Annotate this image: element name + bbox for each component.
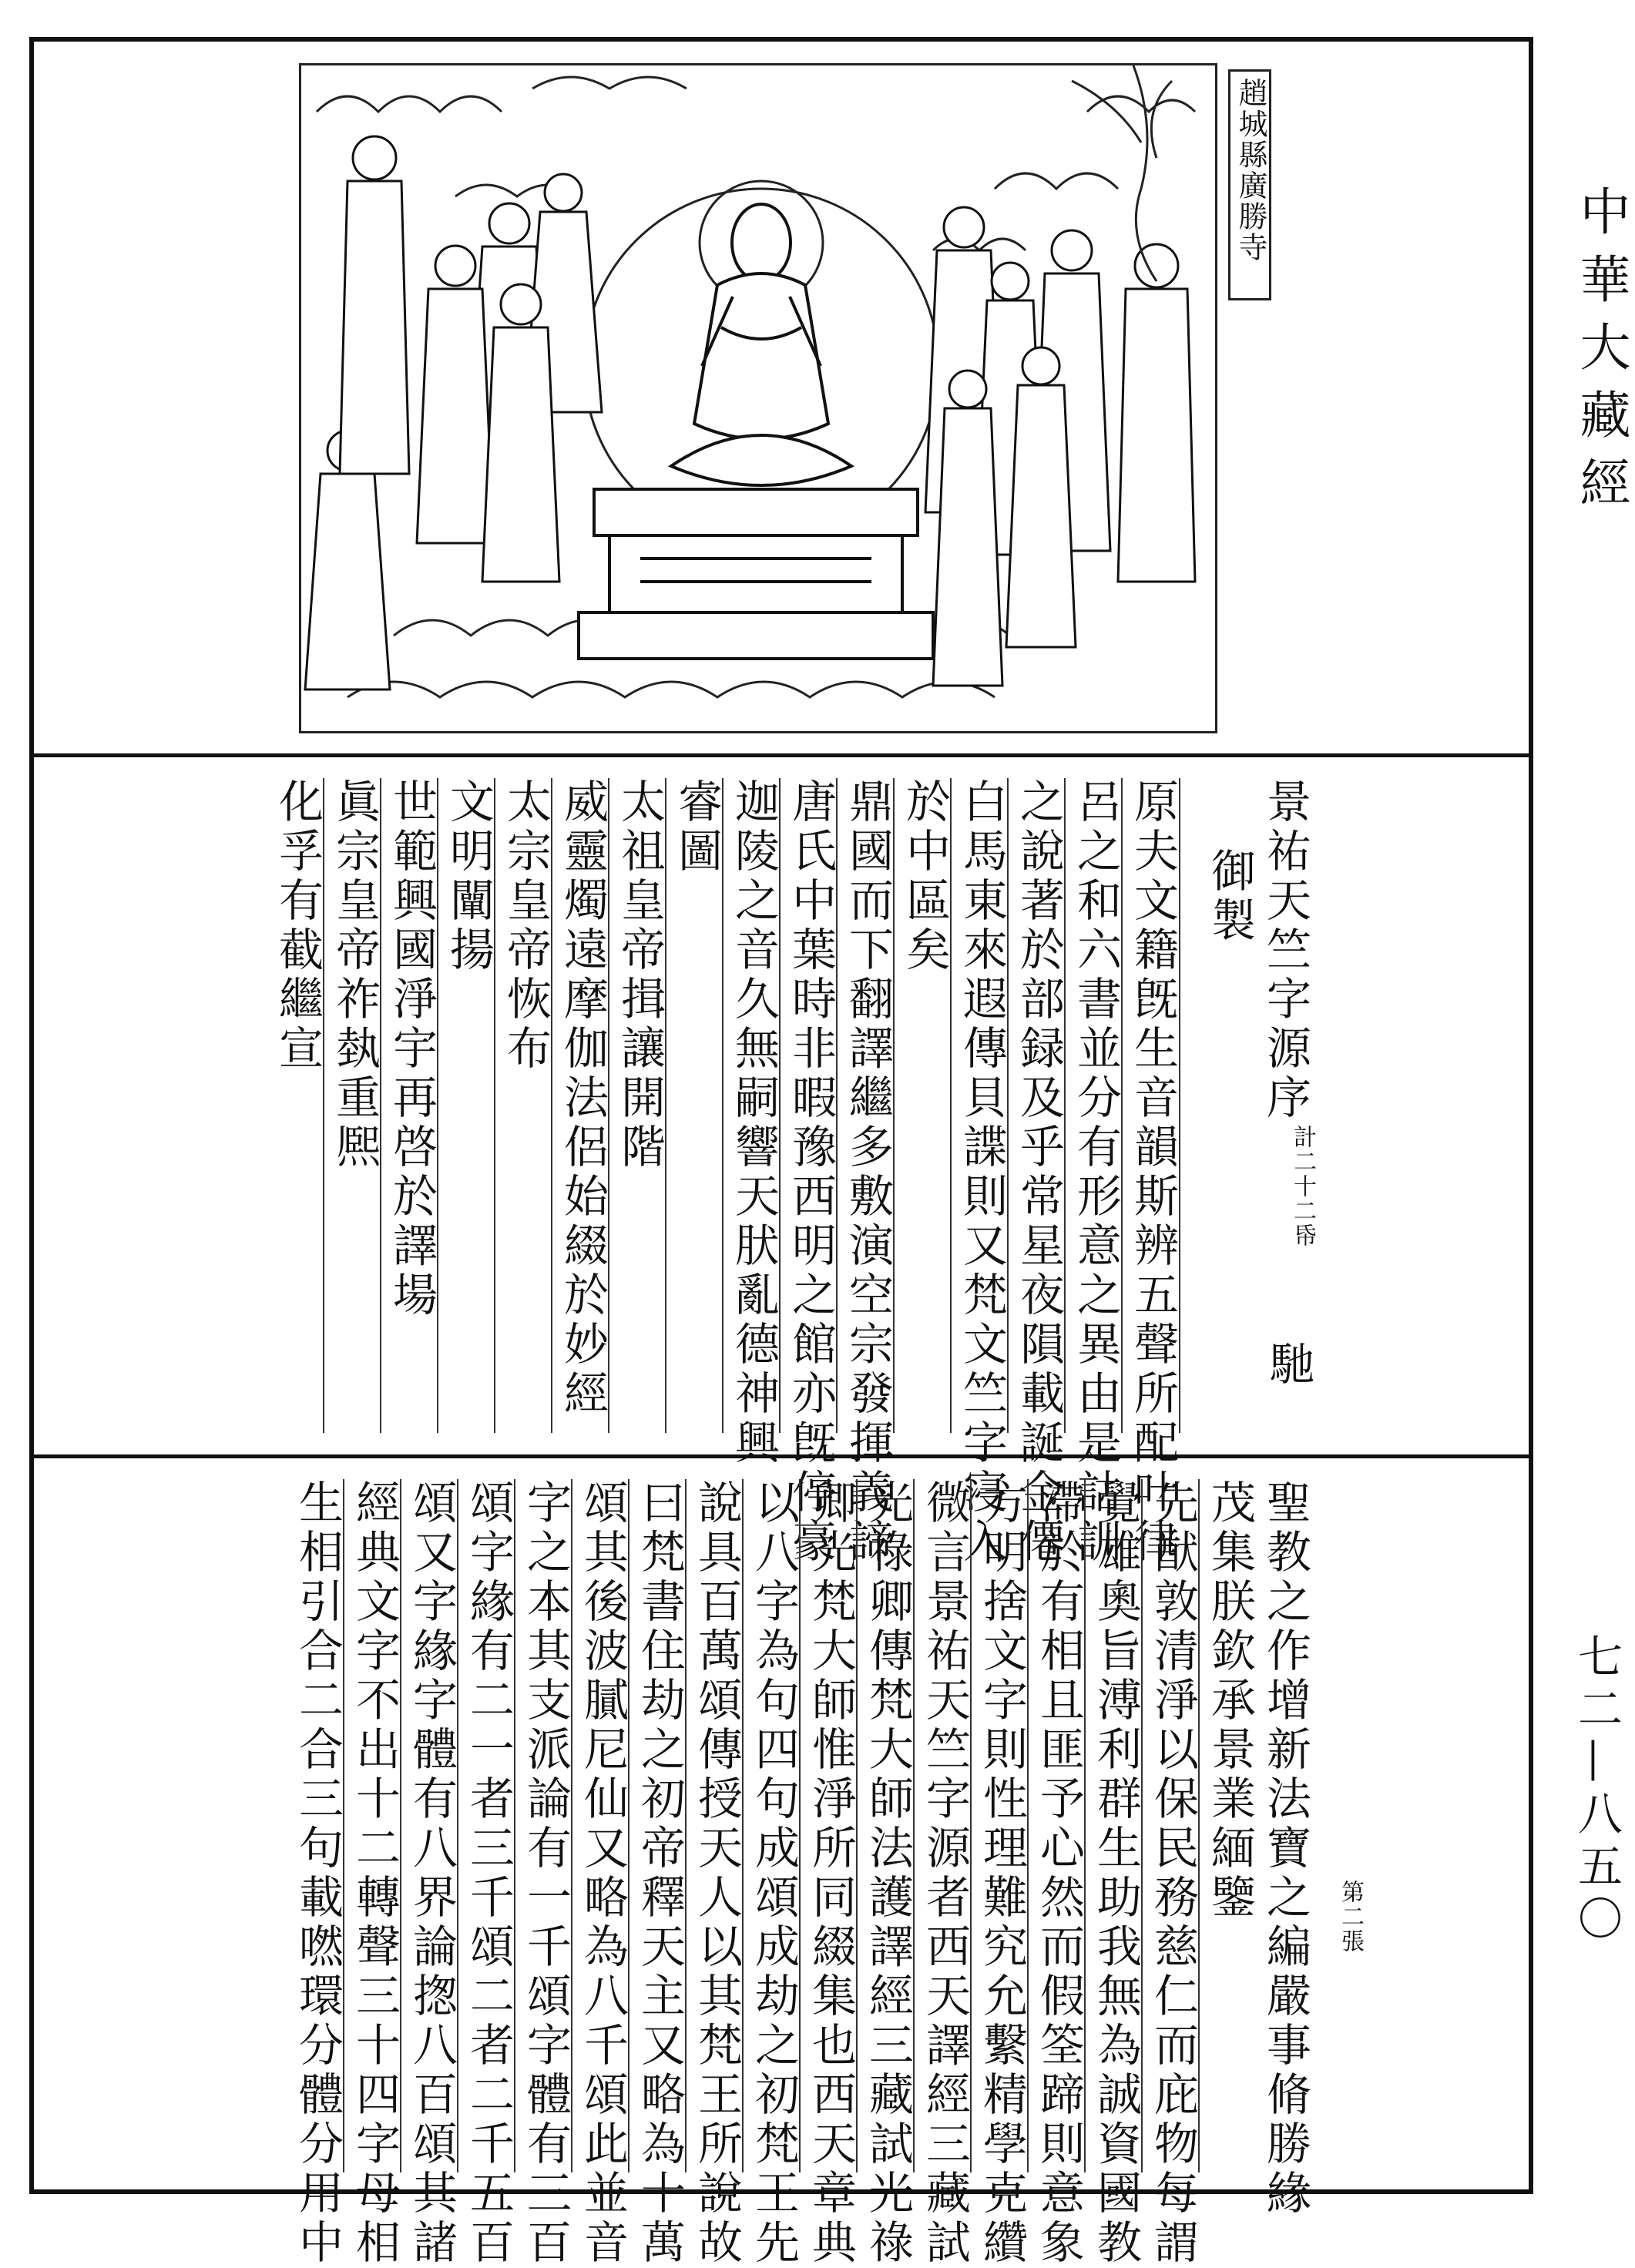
text-column: 文明闡揚: [442, 778, 495, 975]
illustration-caption: 趙城縣廣勝寺: [1228, 69, 1271, 300]
text-column: 太祖皇帝揖讓開階: [613, 778, 666, 1173]
text-column: 方明捨文字則性理難究允繫精學克纘: [975, 1479, 1028, 2268]
text-column: 眞宗皇帝祚埶重熈: [328, 778, 381, 1173]
text-column: 唐氏中葉時非暇豫西明之館亦旣停豪: [784, 778, 837, 1567]
text-column: 生相引合二合三句載嘫環分體分用中: [291, 1479, 344, 2268]
text-column: 光祿卿傳梵大師法護譯經三藏試光祿: [861, 1479, 914, 2268]
collection-title: 中華大藏經: [1571, 185, 1630, 524]
text-column: 滯於有相且匪予心然而假筌蹄則意象: [1032, 1479, 1085, 2268]
illustration-drawing: [301, 65, 1215, 731]
text-column: 先猷敦清淨以保民務慈仁而庇物每謂: [1147, 1479, 1199, 2268]
text-column: 睿圖: [670, 778, 723, 877]
sheet-page-note: 第二張: [1337, 1880, 1364, 1954]
text-column: 微言景祐天竺字源者西天譯經三藏試: [918, 1479, 971, 2268]
text-column: 鼎國而下翻譯繼多敷演空宗發揮義諦: [841, 778, 894, 1567]
text-column: 於中區矣: [898, 778, 951, 975]
text-column: 聖教之作增新法寶之編嚴事脩勝緣: [1259, 1479, 1311, 2219]
text-column: 原夫文籍旣生音韻斯辨五聲所配叶律: [1126, 778, 1179, 1567]
text-column: 覺雄奧旨溥利群生助我無為誠資國教: [1089, 1479, 1142, 2268]
text-column: 曰梵書住劫之初帝釋天主又略為十萬: [633, 1479, 686, 2268]
text-column: 白馬東來遐傳貝諜則又梵文竺字寖入: [955, 778, 1008, 1567]
text-column: 頌其後波膩尼仙又略為八千頌此並音: [576, 1479, 629, 2268]
text-column: 頌字緣有二一者三千頌二者二千五百: [462, 1479, 515, 2268]
text-column: 頌又字緣字體有八界論揔八百頌其諸: [405, 1479, 458, 2268]
sheet-count-note: 計二十二帋: [1289, 1125, 1316, 1248]
text-column: 經典文字不出十二轉聲三十四字母相: [348, 1479, 401, 2268]
text-column: 字之本其支派論有一千頌字體有三百: [519, 1479, 572, 2268]
text-column: 說具百萬頌傳授天人以其梵王所說故: [690, 1479, 743, 2268]
page-number: 七二—八五〇: [1570, 1633, 1623, 1948]
text-column: 之說著於部録及乎常星夜隕載誕金僊: [1012, 778, 1065, 1567]
text-column: 化孚有截繼宣: [271, 778, 324, 1074]
panel-divider-bottom: [29, 1454, 1533, 1458]
text-column: 景祐天竺字源序: [1259, 778, 1311, 1123]
text-column: 世範興國淨宇再啓於譯場: [385, 778, 438, 1320]
text-column: 卿光梵大師惟淨所同綴集也西天章典: [804, 1479, 857, 2268]
text-column: 呂之和六書並分有形意之異由是詁訓: [1069, 778, 1122, 1567]
text-column: 迦陵之音久無嗣響天肰亂德神興: [727, 778, 780, 1468]
frontispiece-illustration: [299, 63, 1217, 733]
text-column: 茂集朕欽承景業緬鑒: [1204, 1479, 1256, 1923]
text-column: 太宗皇帝恢布: [499, 778, 552, 1074]
sheet-char-mark: 馳: [1262, 1340, 1314, 1390]
text-column: 威靈燭遠摩伽法侶始綴於妙經: [556, 778, 609, 1419]
text-column: 御製: [1204, 847, 1256, 946]
panel-divider-top: [29, 753, 1533, 757]
text-column: 以八字為句四句成頌成劫之初梵王先: [747, 1479, 800, 2268]
